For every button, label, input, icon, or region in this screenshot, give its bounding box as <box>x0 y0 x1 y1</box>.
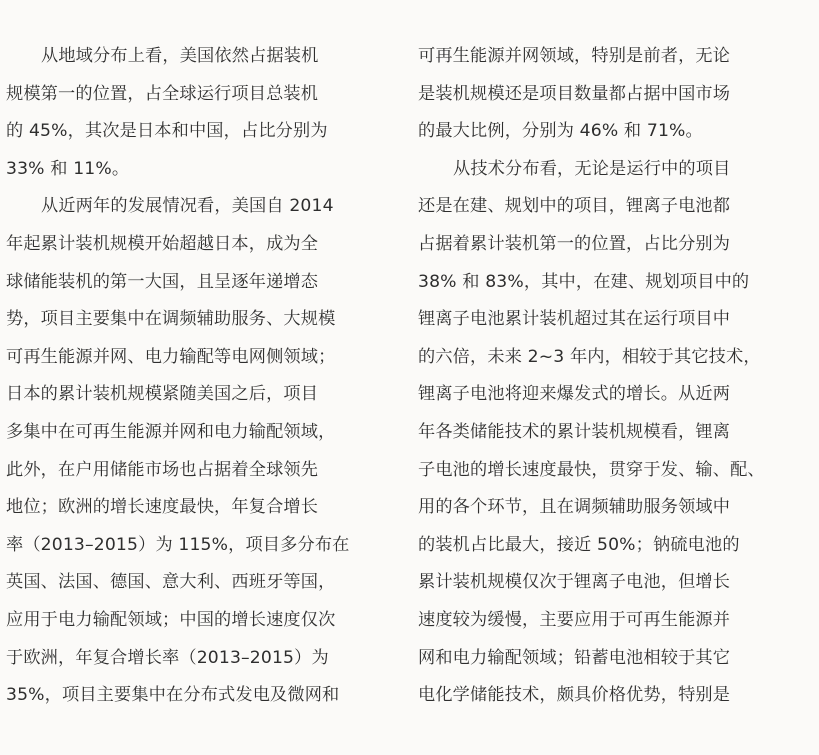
paragraph-line: 可再生能源并网、电力输配等电网侧领域； <box>6 346 336 367</box>
paragraph-line: 率（2013–2015）为 115%，项目多分布在 <box>6 534 350 555</box>
paragraph-line: 势，项目主要集中在调频辅助服务、大规模 <box>6 309 336 330</box>
paragraph-line: 从技术分布看，无论是运行中的项目 <box>453 158 731 179</box>
paragraph-line: 的六倍，未来 2~3 年内，相较于其它技术， <box>418 346 761 367</box>
paragraph-line: 锂离子电池累计装机超过其在运行项目中 <box>418 309 731 330</box>
paragraph-line: 网和电力输配领域；铅蓄电池相较于其它 <box>418 647 731 668</box>
paragraph-line: 从近两年的发展情况看，美国自 2014 <box>41 196 334 217</box>
paragraph-line: 日本的累计装机规模紧随美国之后，项目 <box>6 384 319 405</box>
paragraph-line: 球储能装机的第一大国，且呈逐年递增态 <box>6 271 319 292</box>
paragraph-line: 的装机占比最大，接近 50%；钠硫电池的 <box>418 534 740 555</box>
paragraph-line: 用的各个环节，且在调频辅助服务领域中 <box>418 497 731 518</box>
paragraph-line: 年各类储能技术的累计装机规模看，锂离 <box>418 421 731 442</box>
paragraph-line: 年起累计装机规模开始超越日本，成为全 <box>6 233 319 254</box>
paragraph-line: 38% 和 83%，其中，在建、规划项目中的 <box>418 271 750 292</box>
right-text-column <box>418 38 812 715</box>
paragraph-line: 规模第一的位置，占全球运行项目总装机 <box>6 83 319 104</box>
paragraph-line: 英国、法国、德国、意大利、西班牙等国， <box>6 572 336 593</box>
paragraph-line: 地位；欧洲的增长速度最快，年复合增长 <box>6 497 319 518</box>
paragraph-line: 子电池的增长速度最快，贯穿于发、输、配、 <box>418 459 765 480</box>
paragraph-line: 电化学储能技术，颇具价格优势，特别是 <box>418 685 731 706</box>
paragraph-line: 锂离子电池将迎来爆发式的增长。从近两 <box>418 384 731 405</box>
paragraph-line: 占据着累计装机第一的位置，占比分别为 <box>418 233 731 254</box>
paragraph-line: 从地域分布上看，美国依然占据装机 <box>41 46 319 66</box>
paragraph-line: 还是在建、规划中的项目，锂离子电池都 <box>418 196 731 217</box>
paragraph-line: 多集中在可再生能源并网和电力输配领域， <box>6 421 336 442</box>
paragraph-line: 的 45%，其次是日本和中国，占比分别为 <box>6 121 328 142</box>
paragraph-line: 速度较为缓慢，主要应用于可再生能源并 <box>418 609 731 630</box>
paragraph-line: 应用于电力输配领域；中国的增长速度仅次 <box>6 609 336 630</box>
paragraph-line: 35%，项目主要集中在分布式发电及微网和 <box>6 685 340 706</box>
paragraph-line: 此外，在户用储能市场也占据着全球领先 <box>6 459 319 480</box>
paragraph-line: 累计装机规模仅次于锂离子电池，但增长 <box>418 572 731 593</box>
left-text-column <box>6 38 390 715</box>
paragraph-line: 可再生能源并网领域，特别是前者，无论 <box>418 46 731 66</box>
paragraph-line: 的最大比例，分别为 46% 和 71%。 <box>418 121 703 142</box>
paragraph-line: 于欧洲，年复合增长率（2013–2015）为 <box>6 647 329 668</box>
paragraph-line: 是装机规模还是项目数量都占据中国市场 <box>418 83 731 104</box>
paragraph-line: 33% 和 11%。 <box>6 158 130 179</box>
